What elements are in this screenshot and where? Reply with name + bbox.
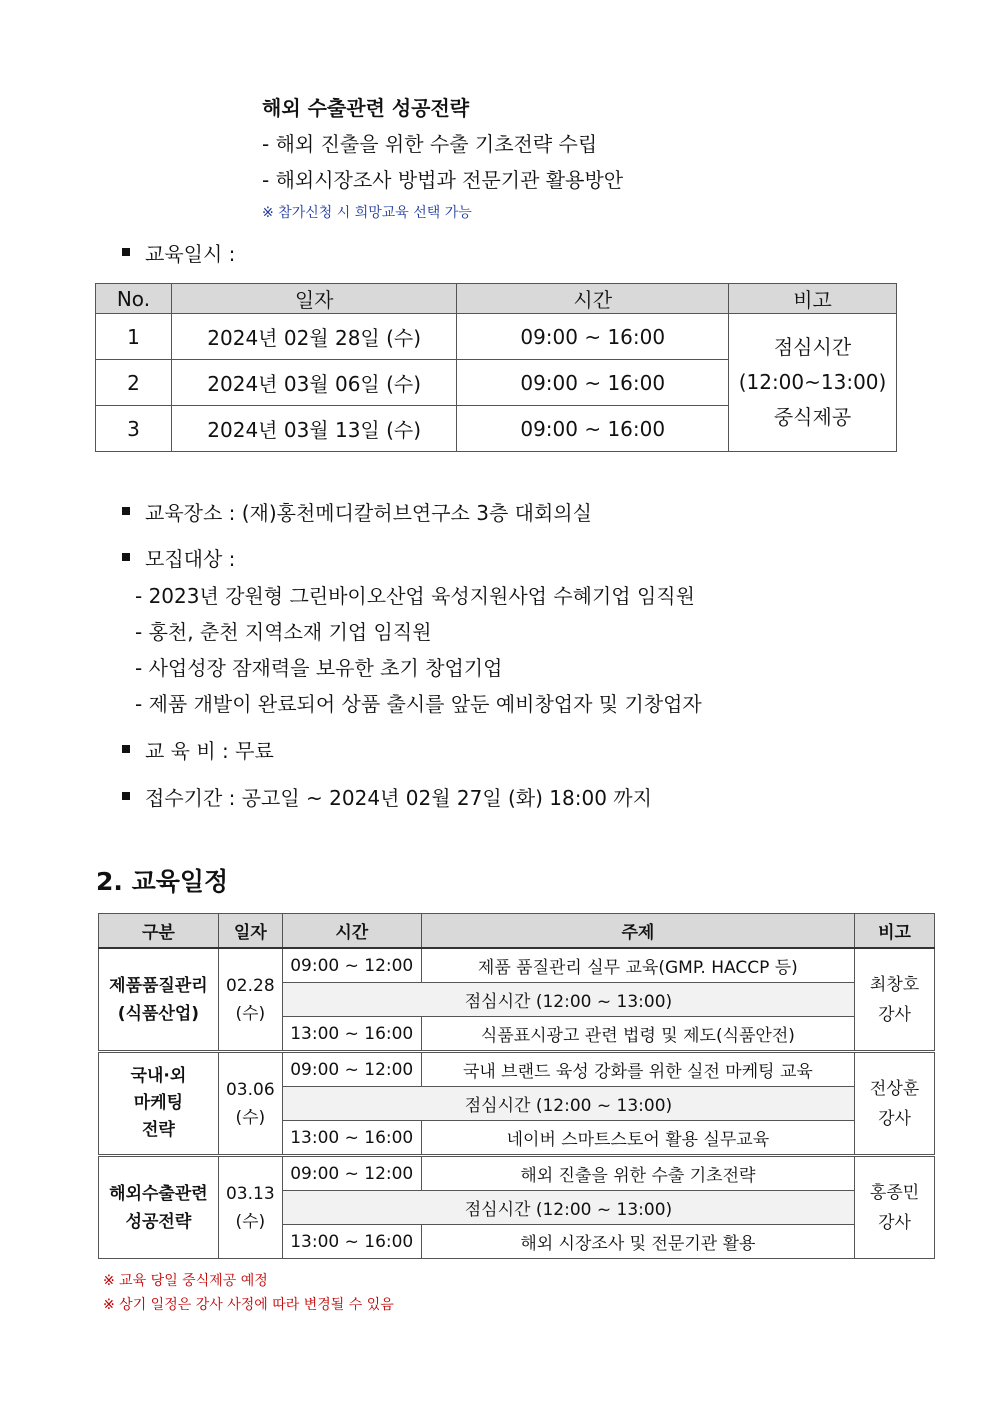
cell-topic: 제품 품질관리 실무 교육(GMP. HACCP 등) — [421, 948, 854, 983]
target-item: - 2023년 강원형 그린바이오산업 육성지원사업 수혜기업 임직원 — [135, 584, 695, 608]
category-line: 전략 — [141, 1120, 175, 1140]
cell-no: 2 — [96, 360, 172, 406]
category-line: 국내·외 — [130, 1066, 187, 1086]
fee-text: 교 육 비 : 무료 — [145, 739, 274, 763]
target-label: 모집대상 : — [145, 547, 236, 571]
col-header: 주제 — [421, 914, 854, 949]
col-header: 시간 — [282, 914, 421, 949]
table-row — [96, 314, 897, 360]
col-header: 일자 — [171, 284, 457, 314]
cell-instructor — [855, 1156, 935, 1259]
schedule-label: 교육일시 : — [145, 242, 236, 266]
category-line: 마케팅 — [133, 1093, 184, 1113]
cell-topic: 네이버 스마트스토어 활용 실무교육 — [421, 1121, 854, 1156]
intro-title: 해외 수출관련 성공전략 — [262, 96, 470, 120]
cell-instructor — [855, 1052, 935, 1156]
cell-time: 09:00 ~ 16:00 — [457, 314, 729, 360]
cell-time: 09:00 ~ 16:00 — [457, 360, 729, 406]
remark-line: 중식제공 — [773, 405, 852, 429]
curriculum-table — [98, 913, 935, 1259]
cell-time: 13:00 ~ 16:00 — [282, 1017, 421, 1052]
cell-time: 09:00 ~ 16:00 — [457, 406, 729, 452]
footer-note: ※ 교육 당일 중식제공 예정 — [103, 1273, 268, 1289]
target-item: - 홍천, 춘천 지역소재 기업 임직원 — [135, 620, 432, 644]
instructor-line: 강사 — [878, 1004, 911, 1025]
cell-time: 09:00 ~ 12:00 — [282, 1156, 421, 1191]
cell-topic: 식품표시광고 관련 법령 및 제도(식품안전) — [421, 1017, 854, 1052]
col-header: 시간 — [457, 284, 729, 314]
date-line: 02.28 — [225, 975, 275, 996]
cell-topic: 국내 브랜드 육성 강화를 위한 실전 마케팅 교육 — [421, 1052, 854, 1087]
date-line: (수) — [235, 1211, 266, 1232]
cell-date — [218, 948, 282, 1052]
cell-date: 2024년 02월 28일 (수) — [171, 314, 457, 360]
col-header: 비고 — [855, 914, 935, 949]
cell-instructor — [855, 948, 935, 1052]
bullet-icon — [122, 745, 130, 753]
schedule-table — [95, 283, 897, 452]
cell-lunch: 점심시간 (12:00 ~ 13:00) — [282, 1087, 854, 1121]
date-line: 03.06 — [225, 1079, 275, 1100]
instructor-line: 최창호 — [869, 974, 920, 995]
section-title: 2. 교육일정 — [96, 867, 229, 896]
footer-note: ※ 상기 일정은 강사 사정에 따라 변경될 수 있음 — [103, 1297, 394, 1313]
cell-no: 3 — [96, 406, 172, 452]
cell-category — [99, 948, 219, 1052]
cell-date: 2024년 03월 13일 (수) — [171, 406, 457, 452]
cell-remark — [729, 314, 897, 452]
period-text: 접수기간 : 공고일 ~ 2024년 02월 27일 (화) 18:00 까지 — [145, 786, 652, 810]
table-row — [99, 1156, 935, 1191]
date-line: (수) — [235, 1003, 266, 1024]
cell-time: 13:00 ~ 16:00 — [282, 1121, 421, 1156]
col-header: 구분 — [99, 914, 219, 949]
date-line: 03.13 — [225, 1183, 275, 1204]
cell-date — [218, 1052, 282, 1156]
table-row — [99, 948, 935, 983]
intro-note: ※ 참가신청 시 희망교육 선택 가능 — [262, 205, 472, 221]
cell-topic: 해외 진출을 위한 수출 기초전략 — [421, 1156, 854, 1191]
col-header: 일자 — [218, 914, 282, 949]
target-item: - 사업성장 잠재력을 보유한 초기 창업기업 — [135, 656, 503, 680]
bullet-icon — [122, 792, 130, 800]
intro-item: - 해외 진출을 위한 수출 기초전략 수립 — [262, 132, 598, 156]
instructor-line: 홍종민 — [869, 1182, 920, 1203]
instructor-line: 강사 — [878, 1212, 911, 1233]
bullet-icon — [122, 507, 130, 515]
remark-line: (12:00~13:00) — [738, 370, 887, 394]
col-header: 비고 — [729, 284, 897, 314]
category-line: 해외수출관련 — [109, 1183, 208, 1204]
category-line: 제품품질관리 — [109, 975, 208, 996]
cell-category — [99, 1052, 219, 1156]
table-row — [99, 1052, 935, 1087]
cell-category — [99, 1156, 219, 1259]
cell-time: 09:00 ~ 12:00 — [282, 1052, 421, 1087]
intro-item: - 해외시장조사 방법과 전문기관 활용방안 — [262, 168, 624, 192]
cell-topic: 해외 시장조사 및 전문기관 활용 — [421, 1225, 854, 1259]
target-item: - 제품 개발이 완료되어 상품 출시를 앞둔 예비창업자 및 기창업자 — [135, 692, 702, 716]
cell-lunch: 점심시간 (12:00 ~ 13:00) — [282, 1191, 854, 1225]
cell-no: 1 — [96, 314, 172, 360]
cell-lunch: 점심시간 (12:00 ~ 13:00) — [282, 983, 854, 1017]
instructor-line: 강사 — [878, 1108, 911, 1129]
place-text: 교육장소 : (재)홍천메디칼허브연구소 3층 대회의실 — [145, 501, 592, 525]
col-header: No. — [96, 284, 172, 314]
category-line: 성공전략 — [125, 1211, 192, 1232]
cell-date: 2024년 03월 06일 (수) — [171, 360, 457, 406]
cell-time: 13:00 ~ 16:00 — [282, 1225, 421, 1259]
instructor-line: 전상훈 — [869, 1078, 920, 1099]
category-line: (식품산업) — [117, 1003, 200, 1024]
date-line: (수) — [235, 1107, 266, 1128]
cell-time: 09:00 ~ 12:00 — [282, 948, 421, 983]
remark-line: 점심시간 — [773, 335, 852, 359]
cell-date — [218, 1156, 282, 1259]
bullet-icon — [122, 553, 130, 561]
bullet-icon — [122, 248, 130, 256]
